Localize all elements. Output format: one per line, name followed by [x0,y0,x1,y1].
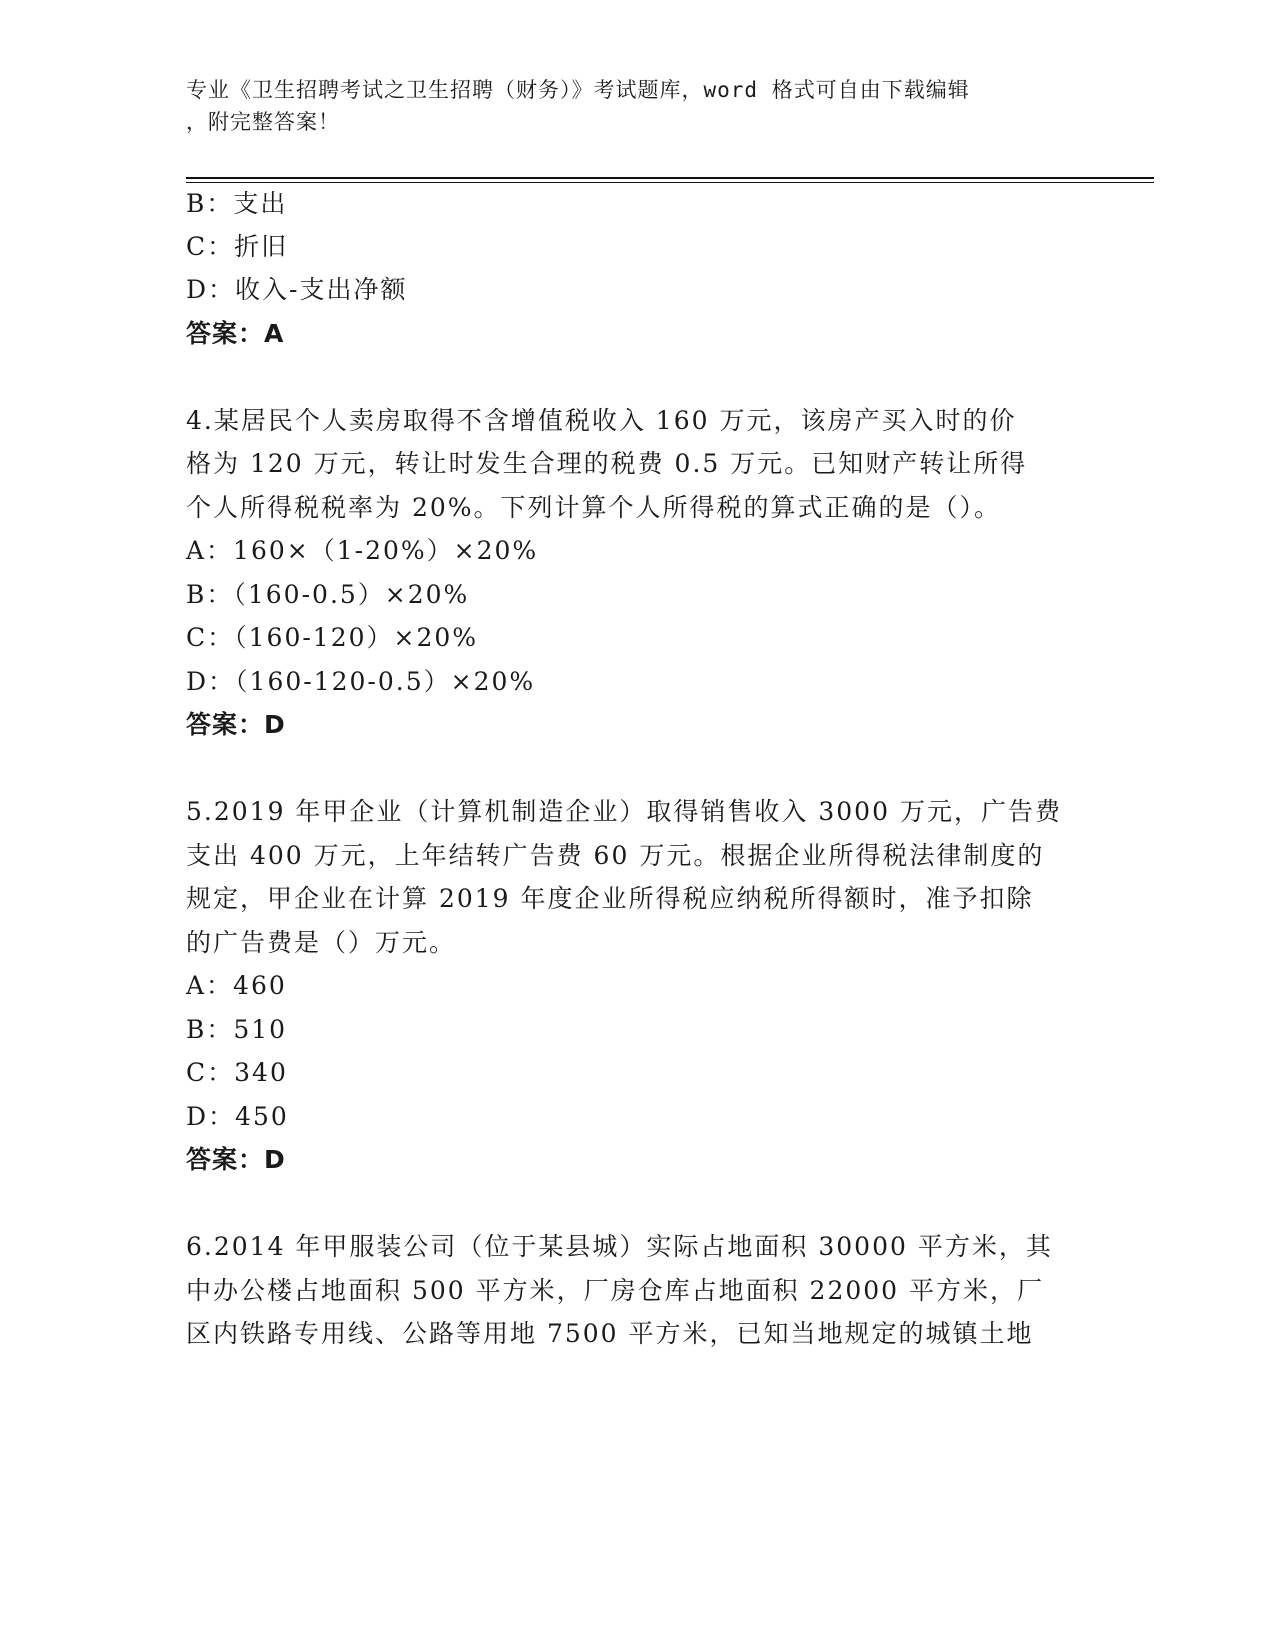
page-header [186,74,1086,138]
q3-option-c: C：折旧 [186,232,289,261]
q6-stem-line-2: 中办公楼占地面积 500 平方米，厂房仓库占地面积 22000 平方米，厂 [186,1276,1045,1305]
header-line-2: ，附完整答案！ [186,110,340,134]
q4-stem-line-1: 4.某居民个人卖房取得不含增值税收入 160 万元，该房产买入时的价 [186,406,1017,435]
q5-answer: 答案：D [186,1145,286,1174]
q5-option-c: C：340 [186,1058,288,1087]
header-rule-thin [186,182,1154,183]
q4-option-c: C：（160-120）×20% [186,623,479,652]
q5-stem-line-2: 支出 400 万元，上年结转广告费 60 万元。根据企业所得税法律制度的 [186,841,1045,870]
q5-option-d: D：450 [186,1102,289,1131]
q3-answer: 答案：A [186,319,285,348]
q4-option-d: D：（160-120-0.5）×20% [186,667,536,696]
q4-stem-line-3: 个人所得税税率为 20%。下列计算个人所得税的算式正确的是（）。 [186,493,1002,522]
header-rule-thick [186,177,1154,179]
q4-answer: 答案：D [186,710,286,739]
q4-stem-line-2: 格为 120 万元，转让时发生合理的税费 0.5 万元。已知财产转让所得 [186,449,1028,478]
q6-stem-line-1: 6.2014 年甲服装公司（位于某县城）实际占地面积 30000 平方米，其 [186,1232,1053,1261]
q3-option-b: B：支出 [186,189,288,218]
q5-option-b: B：510 [186,1015,288,1044]
q3-option-d: D：收入-支出净额 [186,275,408,304]
q5-stem-line-4: 的广告费是（）万元。 [186,928,457,957]
q5-option-a: A：460 [186,971,287,1000]
q4-option-a: A：160×（1-20%）×20% [186,536,539,565]
header-line-1: 专业《卫生招聘考试之卫生招聘（财务）》考试题库，word 格式可自由下载编辑 [186,78,970,102]
q5-stem-line-3: 规定，甲企业在计算 2019 年度企业所得税应纳税所得额时，准予扣除 [186,884,1034,913]
q5-stem-line-1: 5.2019 年甲企业（计算机制造企业）取得销售收入 3000 万元，广告费 [186,797,1062,826]
q6-stem-line-3: 区内铁路专用线、公路等用地 7500 平方米，已知当地规定的城镇土地 [186,1319,1034,1348]
q4-option-b: B：（160-0.5）×20% [186,580,470,609]
